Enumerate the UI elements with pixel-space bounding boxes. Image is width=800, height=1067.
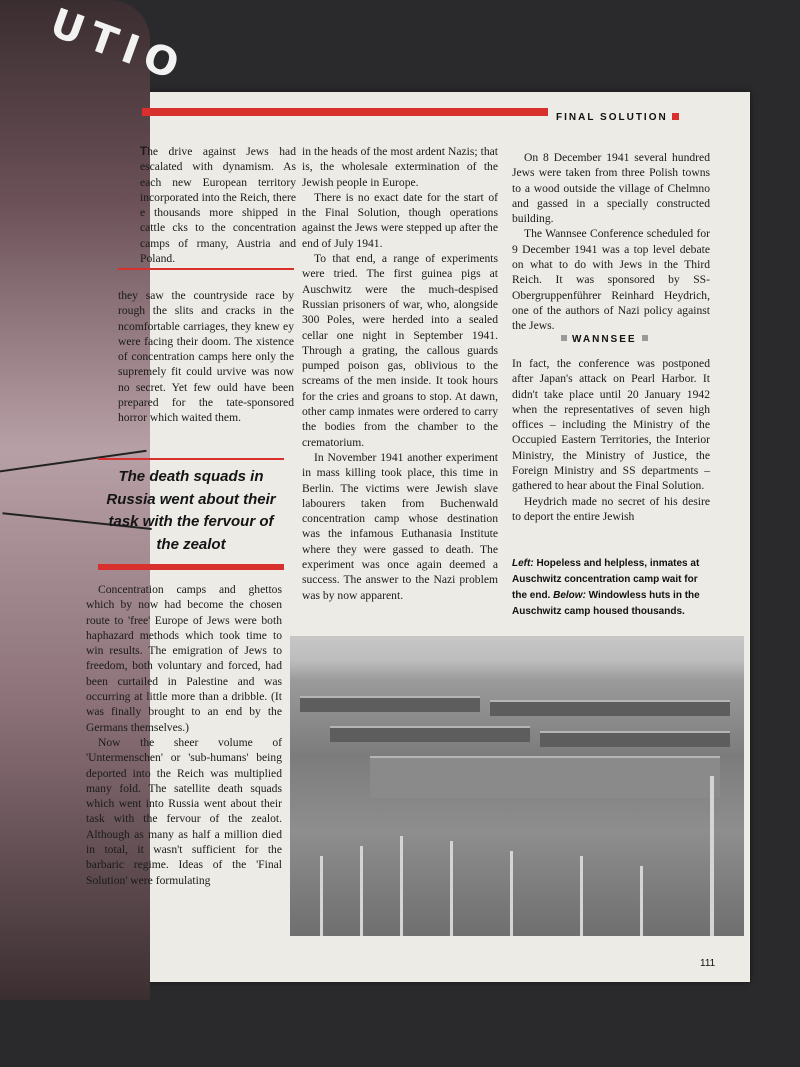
pull-quote-bar xyxy=(98,564,284,570)
column1-para2 xyxy=(118,288,294,426)
grey-square-icon xyxy=(642,335,648,341)
intro-text: he drive against Jews had escalated with dynamism. As each new European territory incorporated into the Reich, there e thousands more shipped in cattle cks to the concentration camps of rmany, Austria and Poland. xyxy=(140,145,296,266)
fence-post xyxy=(580,856,583,936)
caption-label: Left: xyxy=(512,558,534,569)
paragraph: To that end, a range of experiments were tried. The first guinea pigs at Auschwitz were the much-despised Russian prisoners of war, who, alongside 300 Poles, were herded into a sealed cellar one night in September 1941. Through a grating, the callous guards pumped poison gas, oblivious to the screams of the men inside. It took hours for the cries and groans to stop. At dawn, other camp inmates were ordered to carry the bodies from the chamber to the crematorium. xyxy=(302,252,498,449)
caption-label: Below: xyxy=(553,590,586,601)
paragraph: Now the sheer volume of 'Untermenschen' or 'sub-humans' being deported into the Reich was multiplied many fold. The satellite death squads which went into Russia went about their task with the fervour of the zealot. Although as many as half a million died in total, it wasn't sufficient for the barbaric regime. Ideas of the 'Final Solution' were formulating xyxy=(86,735,282,887)
hut xyxy=(540,731,730,747)
paragraph: In fact, the conference was postponed after Japan's attack on Pearl Harbor. It didn't take place until 20 January 1942 when the representatives of seven high offices – including the Ministry of the Occupied Eastern Territories, the Interior Ministry, the Ministry of Justice, the Foreign Ministry and SS departments – gathered to hear about the Final Solution. xyxy=(512,357,710,493)
hut xyxy=(330,726,530,742)
fence-post xyxy=(360,846,363,936)
hut xyxy=(300,696,480,712)
paragraph: In November 1941 another experiment in mass killing took place, this time in Berlin. The victims were Jewish slave labourers taken from Buchenwald concentration camp whose destination was the infamous Euthanasia Institute where they were gassed to death. The experiment was once again deemed a success. The answer to the Nazi problem was by now apparent. xyxy=(302,450,498,602)
paragraph: On 8 December 1941 several hundred Jews were taken from three Polish towns to a wood outside the village of Chelmno and gassed in a specially constructed building. xyxy=(512,151,710,226)
caption-text: Hopeless and helpless, inmates at Auschwitz concentration camp wait for the end. xyxy=(512,558,700,601)
camp-photo xyxy=(290,636,744,936)
photo-caption xyxy=(512,556,712,620)
column2 xyxy=(302,144,498,603)
paragraph: Concentration camps and ghettos which by now had become the chosen route to 'free' Europe of Jews were both haphazard methods which took time to win results. The emigration of Jews to freedom, both voluntary and forced, had been curtailed in Palestine and was occurring at little more than a dribble. (It was finally brought to an end by the Germans themselves.) xyxy=(86,583,282,734)
paragraph: The Wannsee Conference scheduled for 9 December 1941 was a top level debate on what to do with Jews in the Third Reich. It was sponsored by SS-Obergruppenführer Reinhard Heydrich, one of the authors of Nazi policy against the Jews. xyxy=(512,227,710,333)
fence-post xyxy=(710,776,714,936)
column3-bottom xyxy=(512,356,710,524)
paragraph: There is no exact date for the start of the Final Solution, though operations against the Jews were stepped up after the end of July 1941. xyxy=(302,190,498,250)
column1-body xyxy=(86,582,282,888)
section-divider xyxy=(118,268,294,270)
subheading xyxy=(556,334,653,345)
header-red-rule xyxy=(142,108,548,116)
paragraph: they saw the countryside race by rough the slits and cracks in the ncomfortable carriages, they knew ey were facing their doom. The xistence of concentration camps here only the supremely fit could urvive was now no secret. Yet few ould have been prepared for the tate-sponsored horror which waited them. xyxy=(118,289,294,425)
subheading-text: WANNSEE xyxy=(572,334,637,345)
grey-square-icon xyxy=(561,335,567,341)
hut xyxy=(370,756,720,798)
column3-top xyxy=(512,150,710,334)
fence-post xyxy=(320,856,323,936)
pull-quote-text: The death squads in Russia went about their task with the fervour of the zealot xyxy=(106,468,276,553)
column1-intro xyxy=(140,144,296,266)
paragraph: Heydrich made no secret of his desire to deport the entire Jewish xyxy=(512,494,710,523)
paragraph: in the heads of the most ardent Nazis; that is, the wholesale extermination of the Jewish people in Europe. xyxy=(302,145,498,189)
fence-post xyxy=(400,836,403,936)
caption-text: Windowless huts in the Auschwitz camp housed thousands. xyxy=(512,590,700,617)
page-number: 111 xyxy=(700,958,716,969)
fence-post xyxy=(510,851,513,936)
section-title xyxy=(556,112,679,123)
drop-cap: T xyxy=(140,145,148,158)
pull-quote xyxy=(98,458,284,570)
fence-post xyxy=(450,841,453,936)
hut xyxy=(490,700,730,716)
section-title-text: FINAL SOLUTION xyxy=(556,112,668,123)
photo-title-fragment: UTIO xyxy=(44,0,193,92)
fence-post xyxy=(640,866,643,936)
red-square-icon xyxy=(672,113,679,120)
